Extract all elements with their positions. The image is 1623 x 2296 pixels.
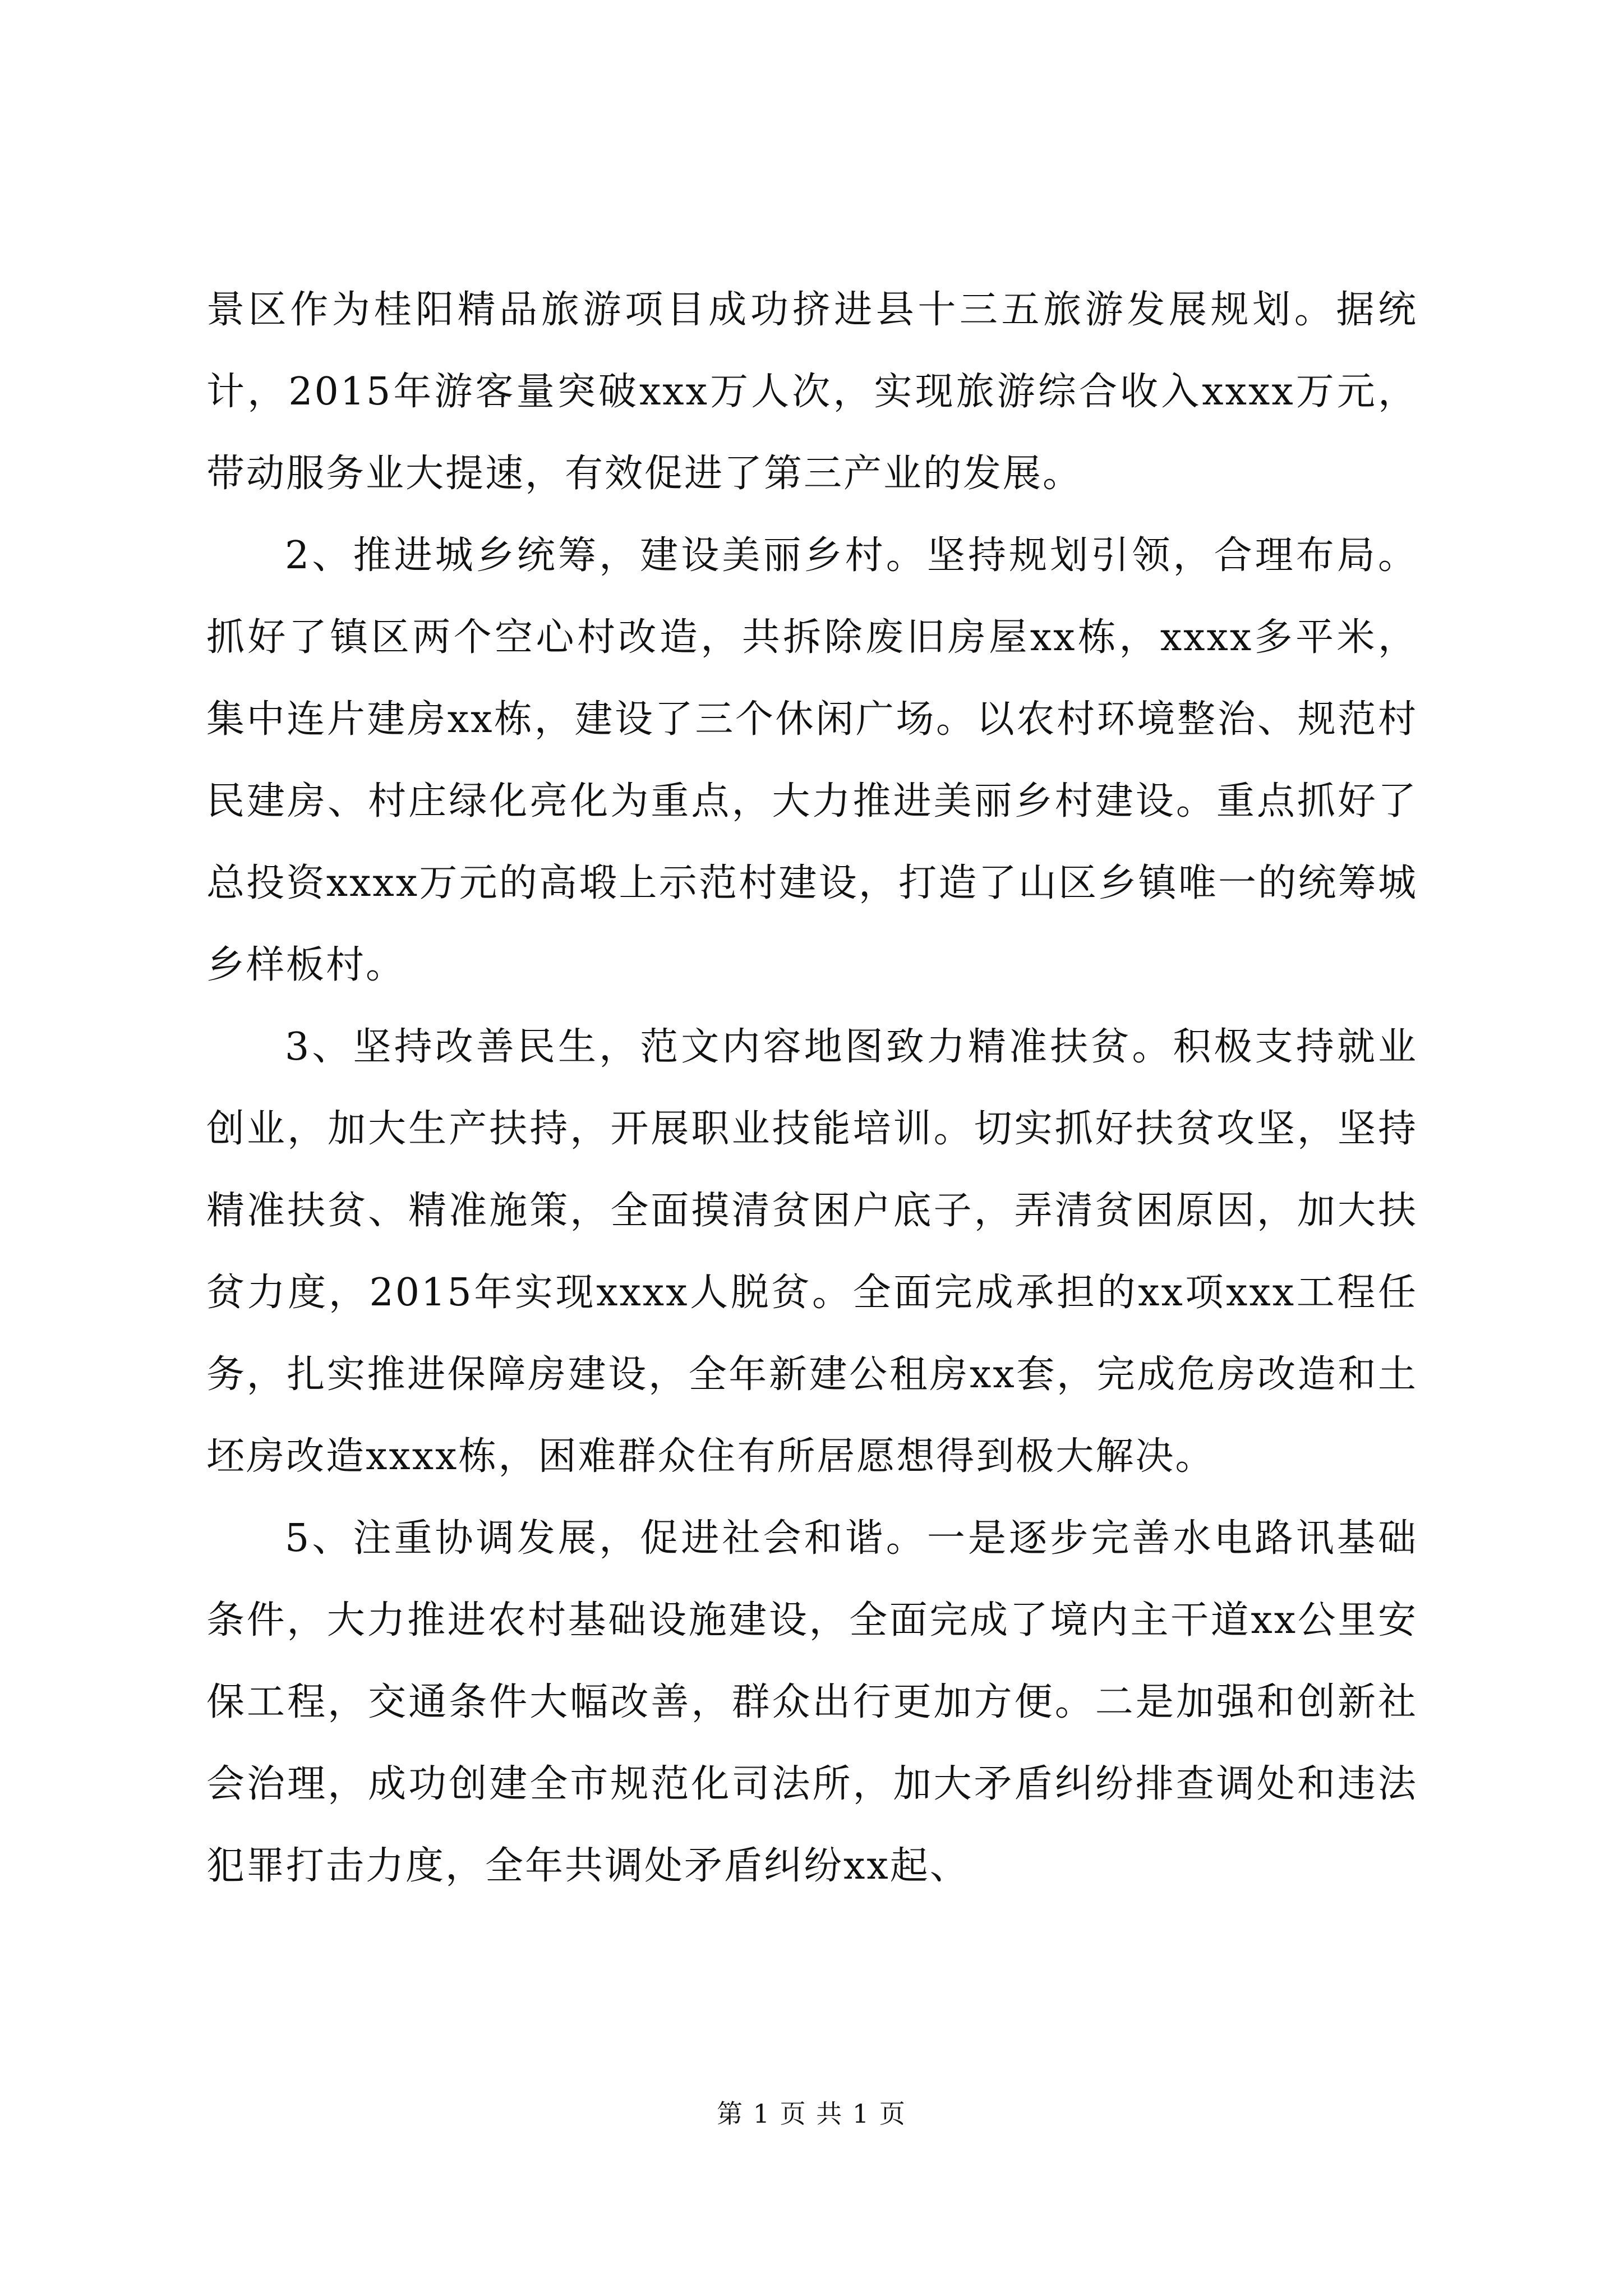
paragraph-rural-development: 2、推进城乡统筹，建设美丽乡村。坚持规划引领，合理布局。抓好了镇区两个空心村改造，共拆除废旧房屋xx栋，xxxx多平米，集中连片建房xx栋，建设了三个休闲广场。以农村环境整治、规范村民建房、村庄绿化亮化为重点，大力推进美丽乡村建设。重点抓好了总投资xxxx万元的高塅上示范村建设，打造了山区乡镇唯一的统筹城乡样板村。	[206, 533, 1418, 987]
document-body	[206, 269, 1418, 1907]
paragraph-continuation: 景区作为桂阳精品旅游项目成功挤进县十三五旅游发展规划。据统计，2015年游客量突破xxx万人次，实现旅游综合收入xxxx万元，带动服务业大提速，有效促进了第三产业的发展。	[206, 288, 1418, 496]
paragraph-social-harmony: 5、注重协调发展，促进社会和谐。一是逐步完善水电路讯基础条件，大力推进农村基础设施建设，全面完成了境内主干道xx公里安保工程，交通条件大幅改善，群众出行更加方便。二是加强和创新社会治理，成功创建全市规范化司法所，加大矛盾纠纷排查调处和违法犯罪打击力度，全年共调处矛盾纠纷xx起、	[206, 1516, 1418, 1888]
paragraph-poverty-alleviation: 3、坚持改善民生，范文内容地图致力精准扶贫。积极支持就业创业，加大生产扶持，开展职业技能培训。切实抓好扶贫攻坚，坚持精准扶贫、精准施策，全面摸清贫困户底子，弄清贫困原因，加大扶贫力度，2015年实现xxxx人脱贫。全面完成承担的xx项xxx工程任务，扎实推进保障房建设，全年新建公租房xx套，完成危房改造和土坯房改造xxxx栋，困难群众住有所居愿想得到极大解决。	[206, 1025, 1418, 1479]
page-number-footer: 第 1 页 共 1 页	[717, 2099, 906, 2129]
